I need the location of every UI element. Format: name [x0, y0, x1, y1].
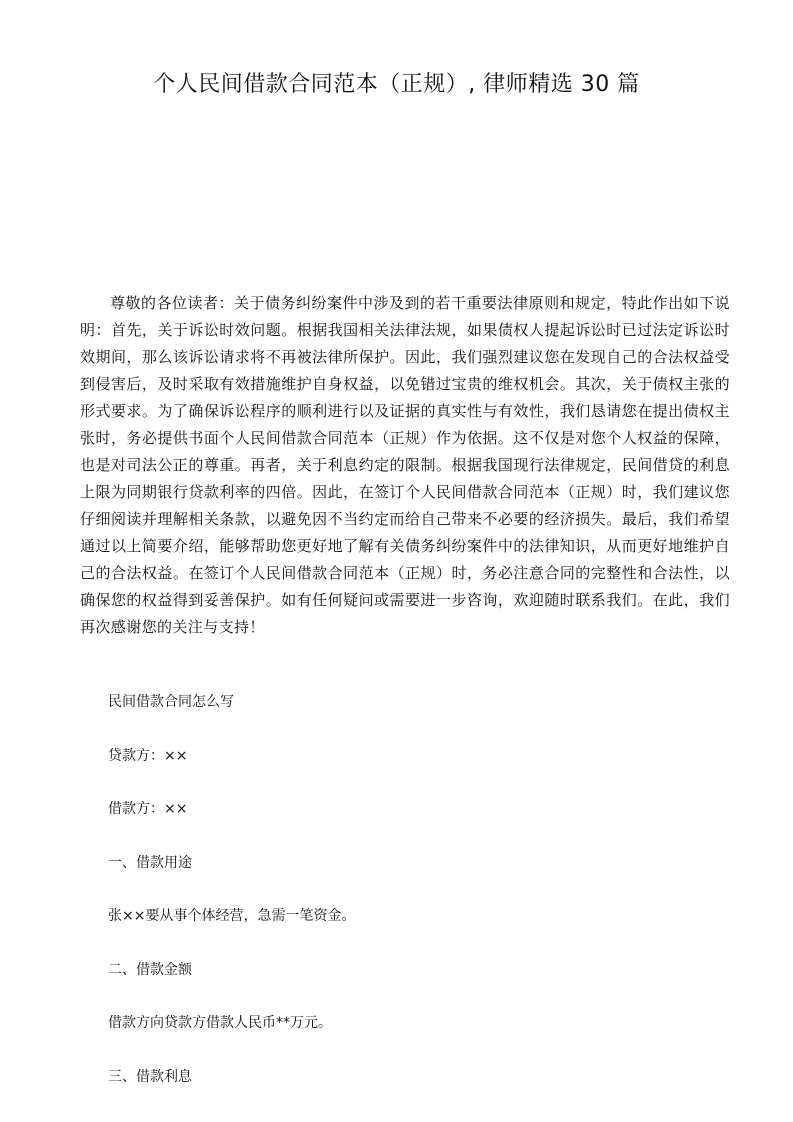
- document-title: 个人民间借款合同范本（正规）, 律师精选 30 篇: [153, 72, 640, 97]
- section-heading-loan-amount: 二、借款金额: [108, 961, 192, 978]
- loan-purpose-text: 张××要从事个体经营，急需一笔资金。: [108, 908, 356, 924]
- loan-amount-text: 借款方向贷款方借款人民币**万元。: [108, 1015, 332, 1031]
- intro-paragraph: 尊敬的各位读者：关于债务纠纷案件中涉及到的若干重要法律原则和规定，特此作出如下说明：首先，关于诉讼时效问题。根据我国相关法律法规，如果债权人提起诉讼时已过法定诉讼时效期间，那么该诉讼请求将不再被法律所保护。因此，我们强烈建议您在发现自己的合法权益受到侵害后，及时采取有效措施维护自身权益，以免错过宝贵的维权机会。其次，关于债权主张的形式要求。为了确保诉讼程序的顺利进行以及证据的真实性与有效性，我们恳请您在提出债权主张时，务必提供书面个人民间借款合同范本（正规）作为依据。这不仅是对您个人权益的保障，也是对司法公正的尊重。再者，关于利息约定的限制。根据我国现行法律规定，民间借贷的利息上限为同期银行贷款利率的四倍。因此，在签订个人民间借款合同范本（正规）时，我们建议您仔细阅读并理解相关条款，以避免因不当约定而给自己带来不必要的经济损失。最后，我们希望通过以上简要介绍，能够帮助您更好地了解有关债务纠纷案件中的法律知识，从而更好地维护自己的合法权益。在签订个人民间借款合同范本（正规）时，务必注意合同的完整性和合法性，以确保您的权益得到妥善保护。如有任何疑问或需要进一步咨询，欢迎随时联系我们。在此，我们再次感谢您的关注与支持！: [80, 294, 730, 636]
- borrower-line: 借款方：××: [108, 801, 188, 817]
- section-heading-loan-interest: 三、借款利息: [108, 1068, 192, 1085]
- section-heading-how-to-write: 民间借款合同怎么写: [108, 694, 234, 710]
- contract-sections: [108, 688, 728, 1116]
- section-heading-loan-purpose: 一、借款用途: [108, 854, 192, 871]
- lender-line: 贷款方：××: [108, 747, 188, 764]
